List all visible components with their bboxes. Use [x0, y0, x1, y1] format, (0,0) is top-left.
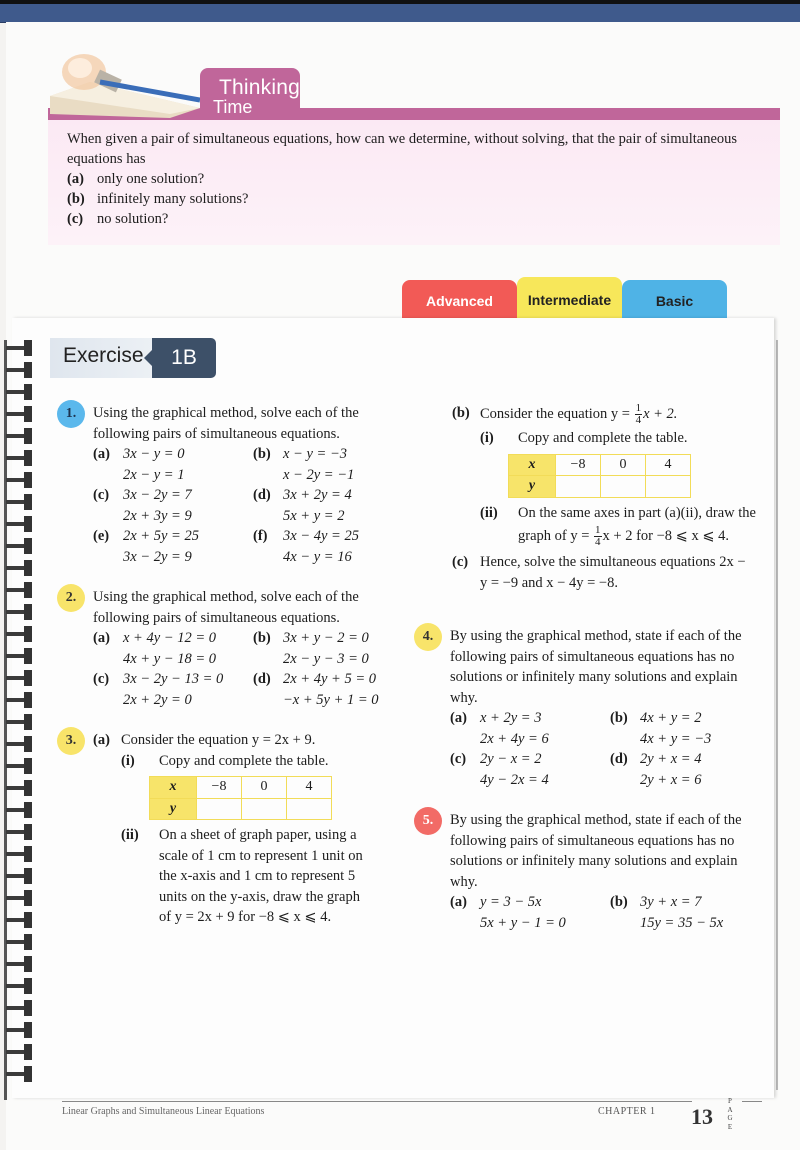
question-text: By using the graphical method, state if each of the following pairs of simultaneous equations has no solutions or infinitely many solutions and explain why. — [450, 812, 742, 890]
equation: 4x + y = 2 — [640, 710, 702, 726]
table-cell: 0 — [242, 777, 287, 799]
question-2 — [93, 587, 383, 710]
question-badge-4: 4. — [414, 623, 442, 651]
question-1 — [93, 403, 383, 567]
thinking-item — [67, 189, 767, 209]
spiral-coil — [6, 978, 32, 994]
table-header-y: y — [150, 798, 197, 820]
equation-pairs — [93, 628, 383, 710]
item-text: only one solution? — [97, 171, 205, 187]
part-label: (f) — [253, 528, 268, 544]
table-cell: 4 — [287, 777, 332, 799]
table-header-x: x — [509, 454, 556, 476]
footer-chapter-label: CHAPTER 1 — [598, 1106, 656, 1117]
question-badge-3: 3. — [57, 727, 85, 755]
spiral-coil — [6, 384, 32, 400]
part-b — [452, 403, 772, 548]
part-label: (d) — [253, 487, 271, 503]
equation: 5x + y = 2 — [283, 507, 345, 524]
item-label: (c) — [67, 211, 84, 227]
equation: 2x + 5y = 25 — [123, 528, 199, 544]
item-label: (b) — [67, 191, 85, 207]
equation: 3x − y = 0 — [123, 446, 185, 462]
table-cell-empty — [197, 798, 242, 820]
item-text: no solution? — [97, 211, 169, 227]
numerator: 1 — [595, 524, 601, 536]
value-table — [149, 776, 332, 820]
thinking-time-question — [67, 129, 767, 229]
fraction — [635, 403, 643, 426]
question-badge-1: 1. — [57, 400, 85, 428]
spiral-coil — [6, 582, 32, 598]
spiral-coil — [6, 362, 32, 378]
spiral-coil — [6, 824, 32, 840]
part-label: (c) — [450, 751, 467, 767]
spiral-coil — [6, 890, 32, 906]
question-text: By using the graphical method, state if each of the following pairs of simultaneous equations has no solutions or infinitely many solutions and explain why. — [450, 628, 742, 706]
tab-advanced[interactable]: Advanced — [402, 280, 517, 322]
equation: 4x − y = 16 — [283, 548, 352, 565]
subpart-text: On the same axes in part (a)(ii), draw the — [518, 504, 756, 521]
question-3b — [452, 403, 772, 593]
table-cell: −8 — [197, 777, 242, 799]
spiral-coil — [6, 494, 32, 510]
subpart-label: (i) — [480, 430, 494, 446]
table-header-x: x — [150, 777, 197, 799]
scan-border — [0, 0, 800, 4]
page-number: 13 — [691, 1104, 713, 1129]
page-edge — [776, 340, 788, 1090]
question-badge-2: 2. — [57, 584, 85, 612]
spiral-coil — [6, 450, 32, 466]
part-label: (b) — [452, 405, 470, 421]
spiral-coil — [6, 1044, 32, 1060]
thinking-time-title: Thinking — [219, 76, 300, 99]
equation: 3x − 2y − 13 = 0 — [123, 671, 224, 687]
subpart-ii — [121, 825, 393, 928]
tab-intermediate[interactable]: Intermediate — [517, 277, 622, 322]
denominator: 4 — [595, 536, 601, 548]
item-label: (a) — [67, 171, 84, 187]
spiral-coil — [6, 934, 32, 950]
spiral-coil — [6, 626, 32, 642]
question-text: When given a pair of simultaneous equations, how can we determine, without solving, that the pair of simultaneous equations has — [67, 131, 738, 167]
part-label: (a) — [450, 894, 467, 910]
table-cell-empty — [242, 798, 287, 820]
equation-pairs — [450, 892, 760, 933]
part-label: (d) — [610, 751, 628, 767]
part-text: Hence, solve the simultaneous equations 2x − y = −9 and x − 4y = −8. — [480, 554, 746, 591]
exercise-number: 1B — [152, 338, 216, 378]
footer-chapter-title: Linear Graphs and Simultaneous Linear Equations — [62, 1106, 265, 1117]
subpart-label: (ii) — [121, 827, 139, 843]
spiral-binding — [0, 340, 40, 1100]
equation: −x + 5y + 1 = 0 — [283, 691, 379, 708]
part-label: (a) — [450, 710, 467, 726]
spiral-coil — [6, 758, 32, 774]
footer-rule — [62, 1101, 692, 1102]
spiral-coil — [6, 560, 32, 576]
part-label: (b) — [253, 630, 271, 646]
part-label: (b) — [610, 710, 628, 726]
page-word: PAGE — [727, 1097, 733, 1131]
equation: x − y = −3 — [283, 446, 347, 462]
spiral-coil — [6, 956, 32, 972]
spiral-coil — [6, 648, 32, 664]
equation: 3x − 2y = 9 — [123, 548, 192, 565]
equation: 2x + 3y = 9 — [123, 507, 192, 524]
denominator: 4 — [635, 414, 642, 426]
spiral-coil — [6, 340, 32, 356]
spiral-coil — [6, 406, 32, 422]
equation: 5x + y − 1 = 0 — [480, 914, 566, 931]
equation: 15y = 35 − 5x — [640, 914, 724, 931]
equation-pairs — [450, 708, 750, 790]
fraction — [594, 525, 602, 548]
equation: 2y + x = 4 — [640, 751, 702, 767]
subpart-i — [121, 751, 393, 772]
spiral-coil — [6, 1022, 32, 1038]
table-cell-empty — [601, 476, 646, 498]
part-label: (d) — [253, 671, 271, 687]
equation: 2y + x = 6 — [640, 771, 702, 788]
exercise-arrow-icon — [144, 350, 152, 366]
part-a — [93, 730, 393, 928]
spiral-coil — [6, 1066, 32, 1082]
equation: 2y − x = 2 — [480, 751, 542, 767]
spiral-coil — [6, 538, 32, 554]
equation: x + 4y − 12 = 0 — [123, 630, 216, 646]
spiral-coil — [6, 472, 32, 488]
subpart-label: (ii) — [480, 504, 498, 521]
spiral-coil — [6, 736, 32, 752]
equation: x + 2y = 3 — [480, 710, 542, 726]
spiral-coil — [6, 670, 32, 686]
spiral-coil — [6, 846, 32, 862]
tab-basic[interactable]: Basic — [622, 280, 727, 322]
spiral-coil — [6, 692, 32, 708]
table-cell: 0 — [601, 454, 646, 476]
spiral-coil — [6, 428, 32, 444]
exercise-title: Exercise — [63, 344, 144, 367]
equation: 3x + 2y = 4 — [283, 487, 352, 503]
table-cell-empty — [556, 476, 601, 498]
spiral-coil — [6, 802, 32, 818]
question-4 — [450, 626, 750, 790]
text: Consider the equation y = — [480, 405, 630, 422]
spiral-coil — [6, 868, 32, 884]
equation: 2x − y − 3 = 0 — [283, 650, 369, 667]
table-header-y: y — [509, 476, 556, 498]
question-3a — [93, 730, 393, 928]
thinking-time-title-line2: Time — [213, 97, 253, 117]
text: x + 2. — [643, 405, 678, 422]
part-label: (a) — [93, 732, 110, 748]
equation: 3x − 2y = 7 — [123, 487, 192, 503]
part-c — [452, 552, 772, 593]
equation: 2x − y = 1 — [123, 466, 185, 483]
part-label: (b) — [253, 446, 271, 462]
equation: 4x + y − 18 = 0 — [123, 650, 216, 667]
text: graph of y = — [518, 527, 590, 544]
numerator: 1 — [635, 402, 642, 414]
equation: 2x + 2y = 0 — [123, 691, 192, 708]
equation: y = 3 − 5x — [480, 894, 542, 910]
equation-pairs — [93, 444, 383, 567]
part-label: (e) — [93, 528, 110, 544]
text: x + 2 for −8 ⩽ x ⩽ 4. — [602, 527, 729, 544]
question-text: Using the graphical method, solve each of the following pairs of simultaneous equations. — [93, 405, 359, 442]
spiral-coil — [6, 1000, 32, 1016]
subpart-label: (i) — [121, 752, 135, 769]
part-label: (a) — [93, 446, 110, 462]
lightbulb-pencil-icon — [50, 52, 200, 118]
equation: x − 2y = −1 — [283, 466, 355, 483]
thinking-item — [67, 169, 767, 189]
spiral-coil — [6, 912, 32, 928]
item-text: infinitely many solutions? — [97, 191, 249, 207]
equation: 4y − 2x = 4 — [480, 771, 549, 788]
equation: 4x + y = −3 — [640, 730, 712, 747]
equation: 2x + 4y + 5 = 0 — [283, 671, 376, 687]
spiral-coil — [6, 714, 32, 730]
footer-rule-right — [742, 1101, 762, 1102]
table-cell: −8 — [556, 454, 601, 476]
part-label: (c) — [93, 671, 110, 687]
equation: 3x − 4y = 25 — [283, 528, 359, 544]
spiral-coil — [6, 604, 32, 620]
part-label: (a) — [93, 630, 110, 646]
subpart-text-line2 — [518, 525, 756, 548]
part-text — [480, 403, 772, 426]
spiral-coil — [6, 516, 32, 532]
subpart-i — [480, 428, 772, 449]
equation: 2x + 4y = 6 — [480, 730, 549, 747]
subpart-text: Copy and complete the table. — [159, 752, 329, 769]
part-text: Consider the equation y = 2x + 9. — [121, 732, 316, 748]
part-label: (c) — [452, 554, 469, 570]
subpart-text: Copy and complete the table. — [518, 430, 688, 446]
equation: 3x + y − 2 = 0 — [283, 630, 369, 646]
subpart-ii — [480, 503, 772, 549]
question-5 — [450, 810, 760, 933]
table-cell-empty — [287, 798, 332, 820]
question-text: Using the graphical method, solve each of the following pairs of simultaneous equations. — [93, 589, 359, 626]
question-badge-5: 5. — [414, 807, 442, 835]
table-cell-empty — [646, 476, 691, 498]
spiral-coil — [6, 780, 32, 796]
equation: 3y + x = 7 — [640, 894, 702, 910]
part-label: (b) — [610, 894, 628, 910]
subpart-text: On a sheet of graph paper, using a scale of 1 cm to represent 1 unit on the x-axis and 1 cm to represent 5 units on the y-axis, draw the graph of y = 2x + 9 for −8 ⩽ x ⩽ 4. — [159, 827, 363, 925]
table-cell: 4 — [646, 454, 691, 476]
value-table — [508, 454, 691, 498]
part-label: (c) — [93, 487, 110, 503]
thinking-item — [67, 209, 767, 229]
